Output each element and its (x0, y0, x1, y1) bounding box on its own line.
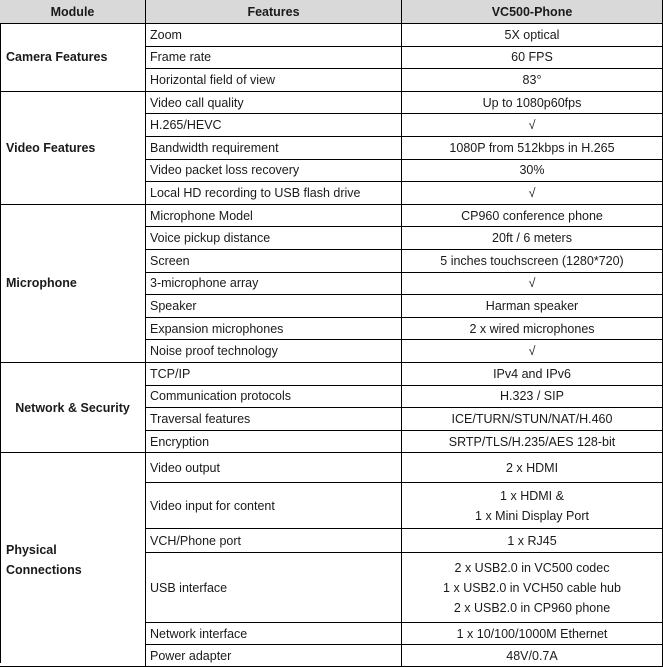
feature-value (402, 295, 663, 318)
feature-value (402, 92, 663, 115)
feature-label: Microphone Model (146, 205, 402, 228)
value-line: SRTP/TLS/H.235/AES 128-bit (448, 434, 616, 449)
feature-label: Screen (146, 250, 402, 273)
feature-label: Video call quality (146, 92, 402, 115)
value-line: 2 x USB2.0 in VC500 codec (454, 560, 610, 575)
value-line: CP960 conference phone (461, 208, 603, 223)
feature-value (402, 408, 663, 431)
feature-label: H.265/HEVC (146, 114, 402, 137)
feature-label: 3-microphone array (146, 273, 402, 296)
feature-value (402, 431, 663, 454)
feature-value (402, 623, 663, 645)
feature-value (402, 553, 663, 623)
feature-value (402, 273, 663, 296)
value-line: √ (528, 118, 536, 133)
feature-value (402, 47, 663, 70)
value-line: IPv4 and IPv6 (493, 366, 571, 381)
feature-value (402, 386, 663, 409)
feature-label: Traversal features (146, 408, 402, 431)
value-line: √ (528, 185, 536, 200)
feature-value (402, 69, 663, 92)
feature-value (402, 250, 663, 273)
value-line: √ (528, 344, 536, 359)
feature-value (402, 483, 663, 529)
module-label: Network & Security (0, 363, 146, 453)
value-line: ICE/TURN/STUN/NAT/H.460 (451, 411, 613, 426)
feature-value (402, 24, 663, 47)
module-label: Video Features (0, 92, 146, 205)
feature-label: Noise proof technology (146, 340, 402, 363)
feature-label: Communication protocols (146, 386, 402, 409)
feature-value (402, 529, 663, 553)
value-line: 1 x USB2.0 in VCH50 cable hub (443, 580, 621, 595)
value-line: √ (528, 276, 536, 291)
feature-label: Expansion microphones (146, 318, 402, 341)
feature-label: Bandwidth requirement (146, 137, 402, 160)
feature-value (402, 182, 663, 205)
header-product: VC500-Phone (402, 0, 663, 24)
feature-value (402, 137, 663, 160)
value-line: Up to 1080p60fps (482, 95, 582, 110)
module-label: Physical Connections (0, 453, 146, 667)
header-features: Features (146, 0, 402, 24)
feature-value (402, 318, 663, 341)
feature-label: Local HD recording to USB flash drive (146, 182, 402, 205)
feature-label: Horizontal field of view (146, 69, 402, 92)
value-line: 1080P from 512kbps in H.265 (449, 140, 615, 155)
feature-label: Video output (146, 453, 402, 483)
feature-label: USB interface (146, 553, 402, 623)
value-line: 1 x Mini Display Port (475, 508, 589, 523)
feature-value (402, 114, 663, 137)
feature-label: Frame rate (146, 47, 402, 70)
feature-value (402, 160, 663, 183)
value-line: 2 x HDMI (505, 460, 559, 475)
feature-label: TCP/IP (146, 363, 402, 386)
value-line: 5 inches touchscreen (1280*720) (440, 253, 624, 268)
value-line: 48V/0.7A (506, 648, 558, 663)
feature-value (402, 363, 663, 386)
value-line: 1 x RJ45 (507, 533, 557, 548)
feature-label: Video input for content (146, 483, 402, 529)
header-module: Module (0, 0, 146, 24)
value-line: 20ft / 6 meters (492, 231, 572, 246)
feature-label: Voice pickup distance (146, 227, 402, 250)
module-label: Camera Features (0, 24, 146, 92)
feature-label: Zoom (146, 24, 402, 47)
value-line: 83° (522, 72, 542, 87)
feature-label: Encryption (146, 431, 402, 454)
feature-label: Speaker (146, 295, 402, 318)
value-line: H.323 / SIP (500, 389, 564, 404)
value-line: Harman speaker (485, 298, 579, 313)
feature-value (402, 645, 663, 667)
feature-label: Power adapter (146, 645, 402, 667)
value-line: 1 x 10/100/1000M Ethernet (456, 626, 608, 641)
value-line: 5X optical (504, 27, 560, 42)
feature-value (402, 205, 663, 228)
feature-value (402, 453, 663, 483)
value-line: 2 x USB2.0 in CP960 phone (453, 600, 611, 615)
feature-label: VCH/Phone port (146, 529, 402, 553)
module-label: Microphone (0, 205, 146, 363)
feature-value (402, 340, 663, 363)
feature-value (402, 227, 663, 250)
feature-label: Network interface (146, 623, 402, 645)
value-line: 1 x HDMI & (500, 488, 564, 503)
value-line: 60 FPS (511, 50, 553, 65)
feature-label: Video packet loss recovery (146, 160, 402, 183)
value-line: 30% (519, 163, 545, 178)
value-line: 2 x wired microphones (469, 321, 595, 336)
